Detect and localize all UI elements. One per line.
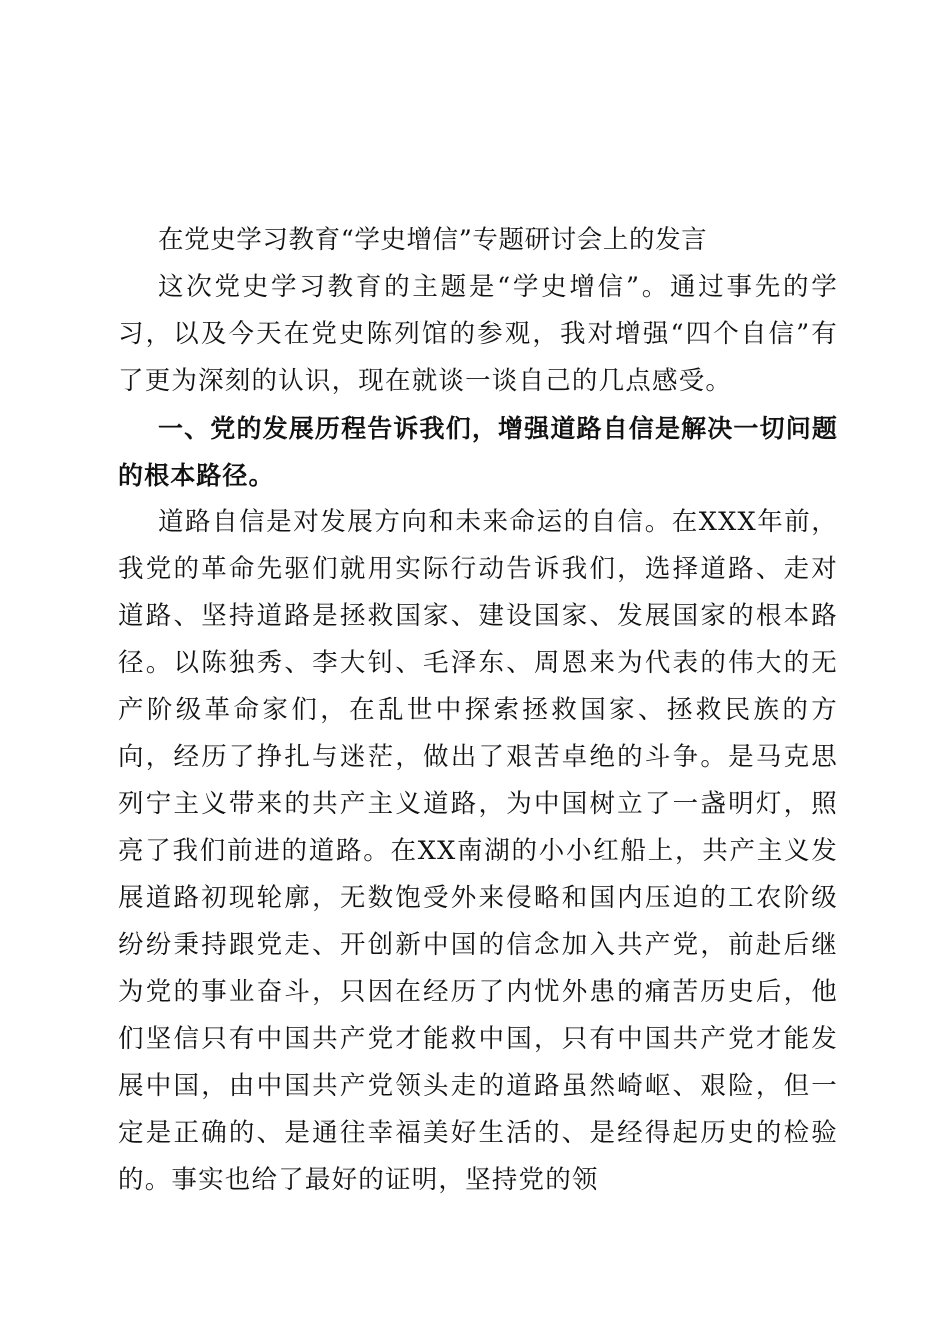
section-heading-1: 一、党的发展历程告诉我们，增强道路自信是解决一切问题的根本路径。 (118, 414, 838, 490)
intro-paragraph: 这次党史学习教育的主题是“学史增信”。通过事先的学习，以及今天在党史陈列馆的参观，我对增强“四个自信”有了更为深刻的认识，现在就谈一谈自己的几点感受。 (118, 272, 838, 396)
document-content (118, 217, 838, 1204)
section-body-1: 道路自信是对发展方向和未来命运的自信。在XXX年前，我党的革命先驱们就用实际行动告诉我们，选择道路、走对道路、坚持道路是拯救国家、建设国家、发展国家的根本路径。以陈独秀、李大钊、毛泽东、周恩来为代表的伟大的无产阶级革命家们，在乱世中探索拯救国家、拯救民族的方向，经历了挣扎与迷茫，做出了艰苦卓绝的斗争。是马克思列宁主义带来的共产主义道路，为中国树立了一盏明灯，照亮了我们前进的道路。在XX南湖的小小红船上，共产主义发展道路初现轮廓，无数饱受外来侵略和国内压迫的工农阶级纷纷秉持跟党走、开创新中国的信念加入共产党，前赴后继为党的事业奋斗，只因在经历了内忧外患的痛苦历史后，他们坚信只有中国共产党才能救中国，只有中国共产党才能发展中国，由中国共产党领头走的道路虽然崎岖、艰险，但一定是正确的、是通往幸福美好生活的、是经得起历史的检验的。事实也给了最好的证明，坚持党的领 (118, 507, 838, 1195)
document-title: 在党史学习教育“学史增信”专题研讨会上的发言 (158, 225, 708, 255)
